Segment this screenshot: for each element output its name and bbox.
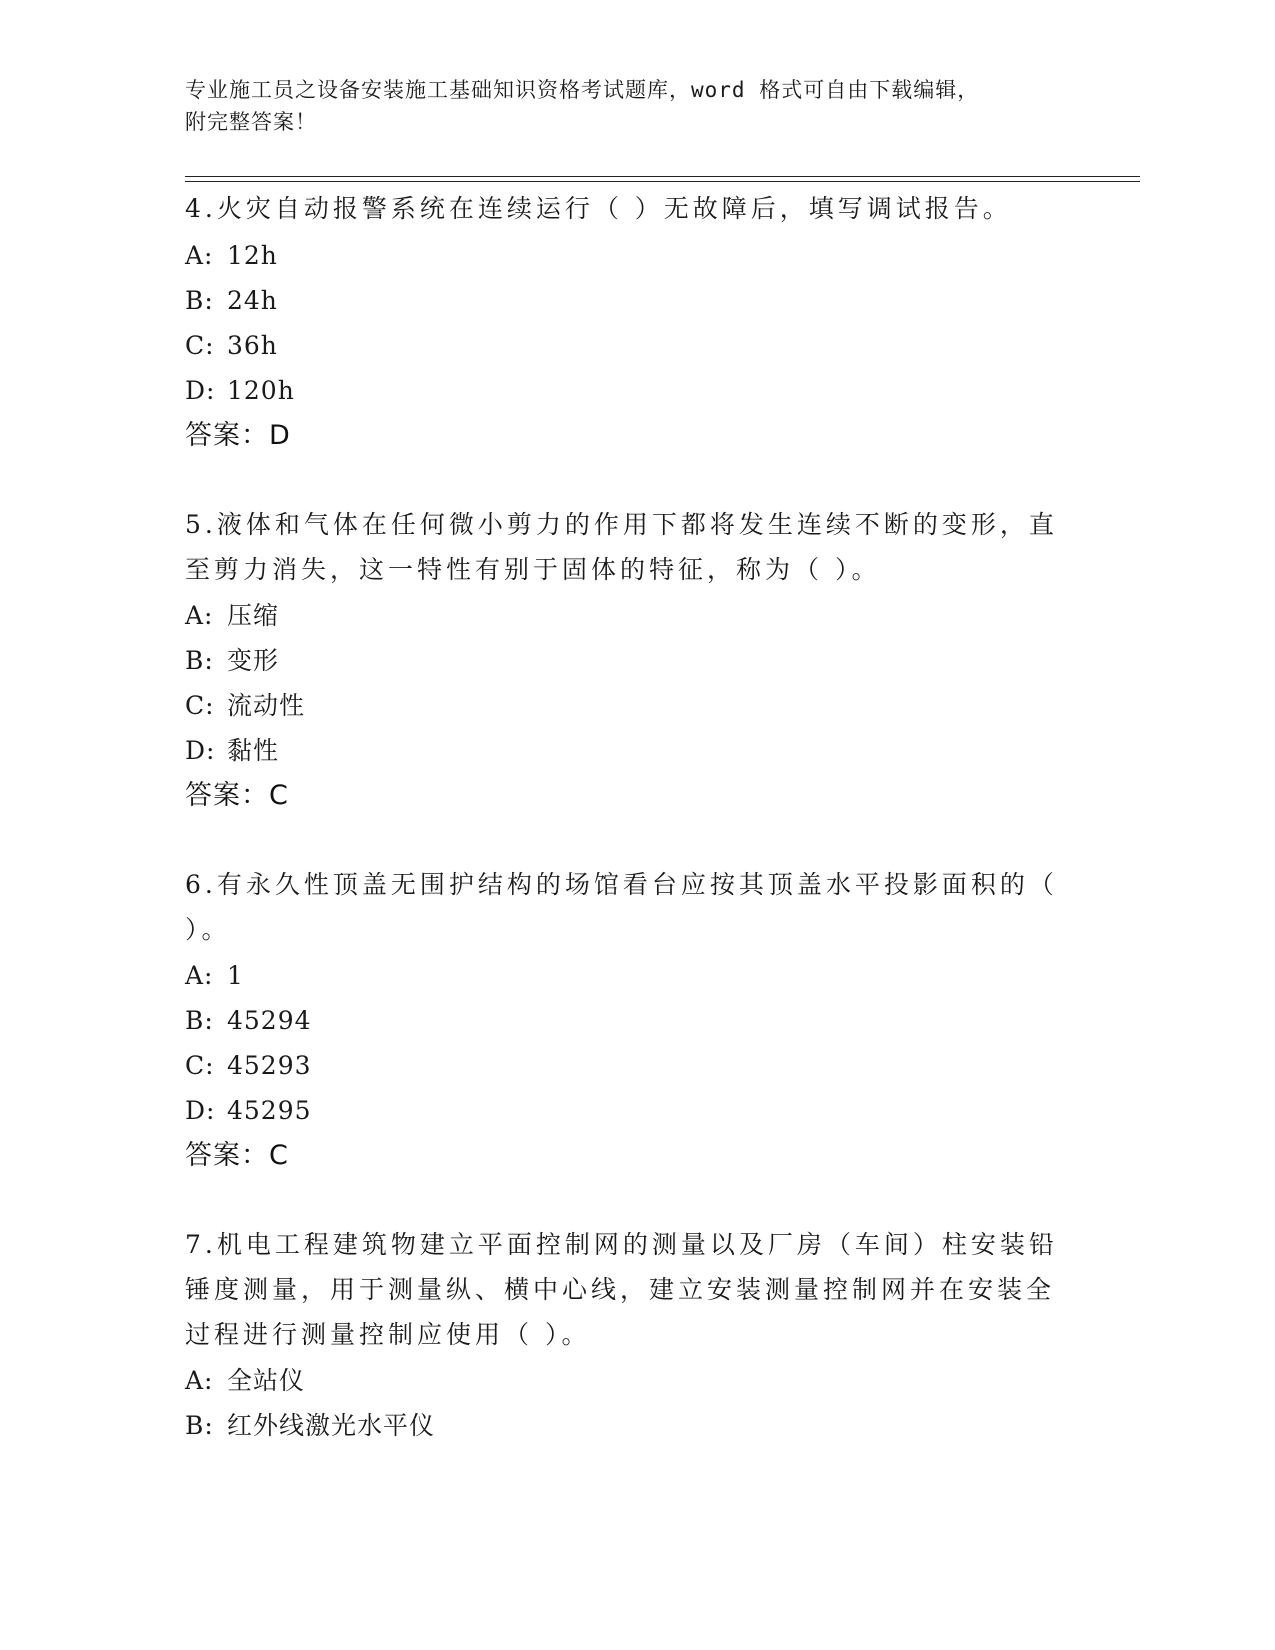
option-text: 变形	[227, 646, 280, 675]
option-text: 24h	[227, 286, 278, 315]
question-4-option-d	[185, 376, 295, 406]
question-7-option-b	[185, 1411, 435, 1441]
option-label: B:	[185, 646, 214, 675]
question-5-option-d	[185, 736, 279, 766]
question-4-option-a	[185, 241, 278, 271]
question-6-option-d	[185, 1096, 312, 1126]
question-5-option-c	[185, 691, 305, 721]
question-4-text: 4.火灾自动报警系统在连续运行（ ）无故障后，填写调试报告。	[185, 194, 1012, 223]
question-6-option-a	[185, 961, 244, 991]
option-text: 黏性	[227, 736, 280, 765]
option-text: 1	[227, 961, 244, 990]
question-7-text: 7.机电工程建筑物建立平面控制网的测量以及厂房（车间）柱安装铅锤度测量，用于测量纵、横中心线，建立安装测量控制网并在安装全过程进行测量控制应使用（ ）。	[185, 1230, 1058, 1349]
question-6-text: 6.有永久性顶盖无围护结构的场馆看台应按其顶盖水平投影面积的（ ）。	[185, 870, 1058, 944]
question-6-answer: 答案：C	[185, 1140, 289, 1171]
option-text: 全站仪	[227, 1366, 306, 1395]
option-label: A:	[185, 1366, 214, 1395]
option-label: D:	[185, 736, 216, 765]
option-text: 36h	[227, 331, 278, 360]
question-4-answer: 答案：D	[185, 420, 291, 451]
question-6-option-b	[185, 1006, 312, 1036]
option-label: C:	[185, 331, 215, 360]
option-label: B:	[185, 1411, 214, 1440]
question-5-option-a	[185, 601, 279, 631]
question-6-option-c	[185, 1051, 312, 1081]
document-header	[185, 74, 1065, 138]
option-label: A:	[185, 601, 214, 630]
option-text: 45293	[227, 1051, 312, 1080]
question-4-option-c	[185, 331, 278, 361]
option-label: A:	[185, 961, 214, 990]
option-text: 45294	[227, 1006, 312, 1035]
option-label: C:	[185, 691, 215, 720]
question-7-option-a	[185, 1366, 305, 1396]
question-5-text: 5.液体和气体在任何微小剪力的作用下都将发生连续不断的变形，直至剪力消失，这一特性有别于固体的特征，称为（ ）。	[185, 510, 1058, 584]
question-5-option-b	[185, 646, 279, 676]
option-text: 流动性	[227, 691, 306, 720]
header-divider-bottom	[185, 181, 1140, 182]
option-label: B:	[185, 1006, 214, 1035]
header-line-2: 附完整答案！	[185, 110, 317, 134]
option-text: 45295	[227, 1096, 312, 1125]
option-label: A:	[185, 241, 214, 270]
question-4-option-b	[185, 286, 278, 316]
header-line-1: 专业施工员之设备安装施工基础知识资格考试题库，word 格式可自由下载编辑，	[185, 78, 980, 102]
option-text: 120h	[227, 376, 295, 405]
option-label: C:	[185, 1051, 215, 1080]
option-label: D:	[185, 376, 216, 405]
question-5-answer: 答案：C	[185, 780, 289, 811]
header-divider-top	[185, 176, 1140, 177]
option-label: D:	[185, 1096, 216, 1125]
option-label: B:	[185, 286, 214, 315]
option-text: 压缩	[227, 601, 280, 630]
option-text: 12h	[227, 241, 278, 270]
option-text: 红外线激光水平仪	[227, 1411, 436, 1440]
